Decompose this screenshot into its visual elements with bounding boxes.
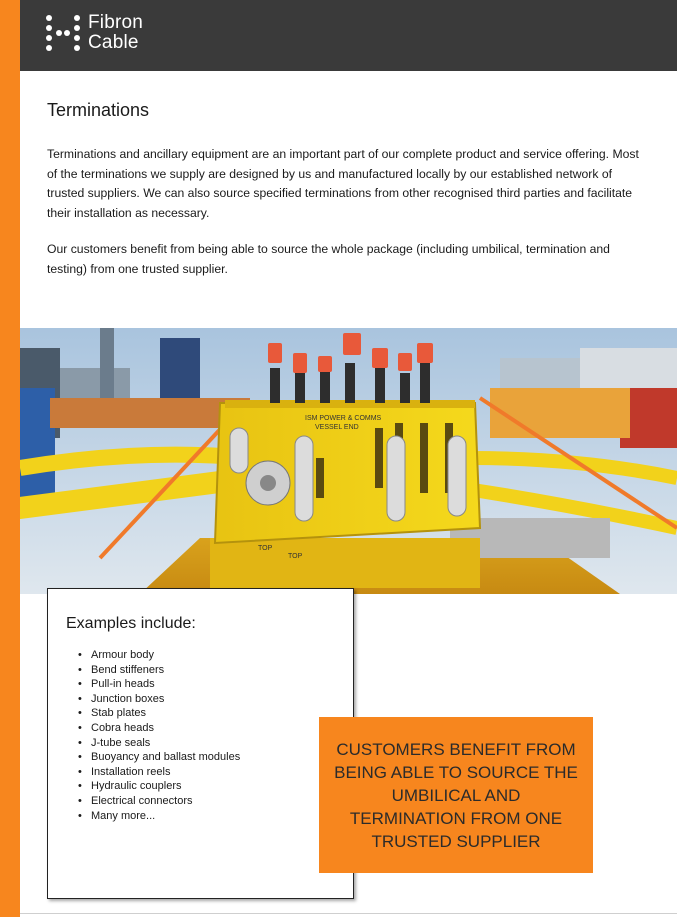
list-item: • Junction boxes: [91, 692, 240, 707]
callout-box: [319, 717, 593, 873]
brand-name-line1: Fibron: [88, 12, 144, 33]
photo-label-line1: ISM POWER & COMMS: [305, 415, 382, 422]
list-item: • Armour body: [91, 648, 240, 663]
list-item: • Pull-in heads: [91, 677, 240, 692]
list-item: • Many more...: [91, 809, 240, 824]
brand-name-line2: Cable: [88, 32, 139, 53]
list-item: • Installation reels: [91, 765, 240, 780]
examples-heading: Examples include:: [66, 615, 196, 632]
examples-box: [47, 588, 354, 899]
photo-top-mark-2: TOP: [288, 553, 303, 560]
list-item: • Bend stiffeners: [91, 663, 240, 678]
examples-list: [91, 648, 240, 823]
list-item: • J-tube seals: [91, 736, 240, 751]
list-item: • Stab plates: [91, 706, 240, 721]
brand-wordmark: [88, 13, 143, 53]
orange-side-stripe: [0, 0, 20, 917]
benefit-paragraph: Our customers benefit from being able to source the whole package (including umbilical, termination and testing) from one trusted supplier.: [47, 242, 610, 276]
dot-matrix-logo-icon: [46, 13, 82, 51]
list-item: • Hydraulic couplers: [91, 779, 240, 794]
brand-logo: [46, 13, 143, 53]
callout-text: CUSTOMERS BENEFIT FROM BEING ABLE TO SOURCE THE UMBILICAL AND TERMINATION FROM ONE TRUSTED SUPPLIER: [334, 739, 578, 851]
page-title: Terminations: [47, 100, 150, 120]
intro-paragraph: Terminations and ancillary equipment are an important part of our complete product and service offering. Most of the terminations we supply are designed by us and manufactured locally by our established network of trusted suppliers. We can also source specified terminations from other recognised third parties and facilitate their installation as necessary.: [47, 147, 639, 220]
termination-equipment-photo: [20, 328, 677, 594]
photo-top-mark: TOP: [258, 545, 273, 552]
page-header: [20, 0, 677, 71]
list-item: • Electrical connectors: [91, 794, 240, 809]
photo-label-line2: VESSEL END: [315, 424, 359, 431]
list-item: • Cobra heads: [91, 721, 240, 736]
bottom-divider: [20, 913, 677, 914]
list-item: • Buoyancy and ballast modules: [91, 750, 240, 765]
